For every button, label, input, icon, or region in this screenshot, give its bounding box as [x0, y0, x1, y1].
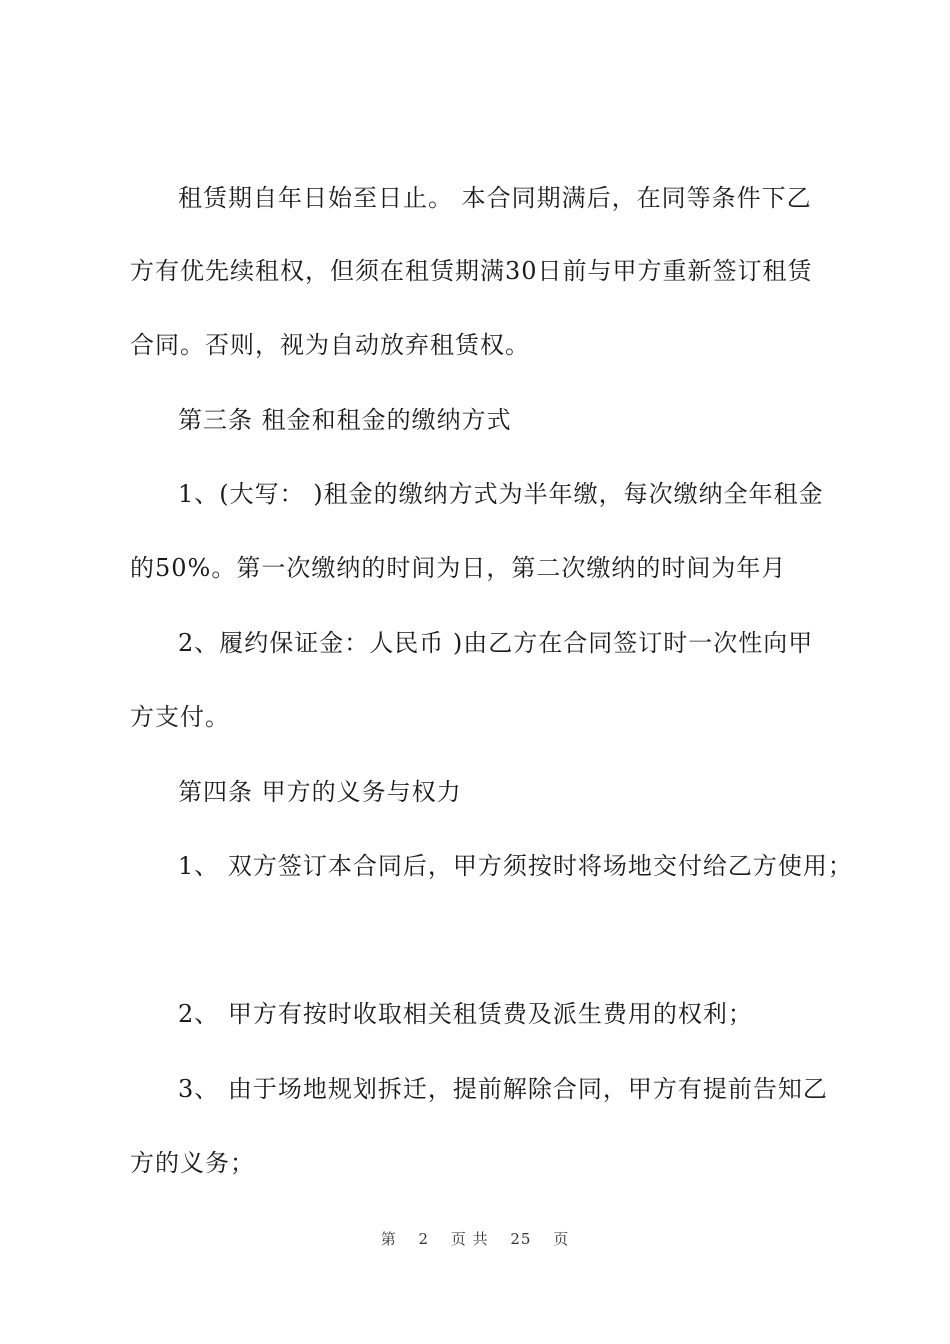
paragraph-line-6: 的50%。第一次缴纳的时间为日，第二次缴纳的时间为年月: [130, 554, 787, 582]
section-heading-4: 第四条 甲方的义务与权力: [178, 778, 462, 806]
paragraph-line-5: 1、(大写： )租金的缴纳方式为半年缴，每次缴纳全年租金: [178, 480, 824, 508]
paragraph-line-3: 合同。否则，视为自动放弃租赁权。: [130, 331, 530, 359]
paragraph-line-8: 方支付。: [130, 703, 230, 731]
footer-page-prefix: 第: [380, 1230, 397, 1248]
footer-total-prefix: 页 共: [450, 1230, 489, 1248]
paragraph-line-12: 3、 由于场地规划拆迁，提前解除合同，甲方有提前告知乙: [178, 1075, 828, 1103]
paragraph-line-13: 方的义务；: [130, 1149, 255, 1177]
footer-page-number: 2: [418, 1230, 430, 1248]
paragraph-line-11: 2、 甲方有按时收取相关租赁费及派生费用的权利；: [178, 1000, 753, 1028]
footer-page-suffix: 页: [553, 1230, 570, 1248]
paragraph-line-1: 租赁期自年日始至日止。 本合同期满后，在同等条件下乙: [178, 184, 812, 212]
paragraph-line-7: 2、履约保证金：人民币 )由乙方在合同签订时一次性向甲: [178, 629, 814, 657]
page-footer: [0, 1228, 950, 1249]
paragraph-line-10: 1、 双方签订本合同后，甲方须按时将场地交付给乙方使用；: [178, 852, 853, 880]
section-heading-3: 第三条 租金和租金的缴纳方式: [178, 406, 512, 434]
footer-total-pages: 25: [510, 1230, 532, 1248]
paragraph-line-2: 方有优先续租权，但须在租赁期满30日前与甲方重新签订租赁: [130, 257, 813, 285]
